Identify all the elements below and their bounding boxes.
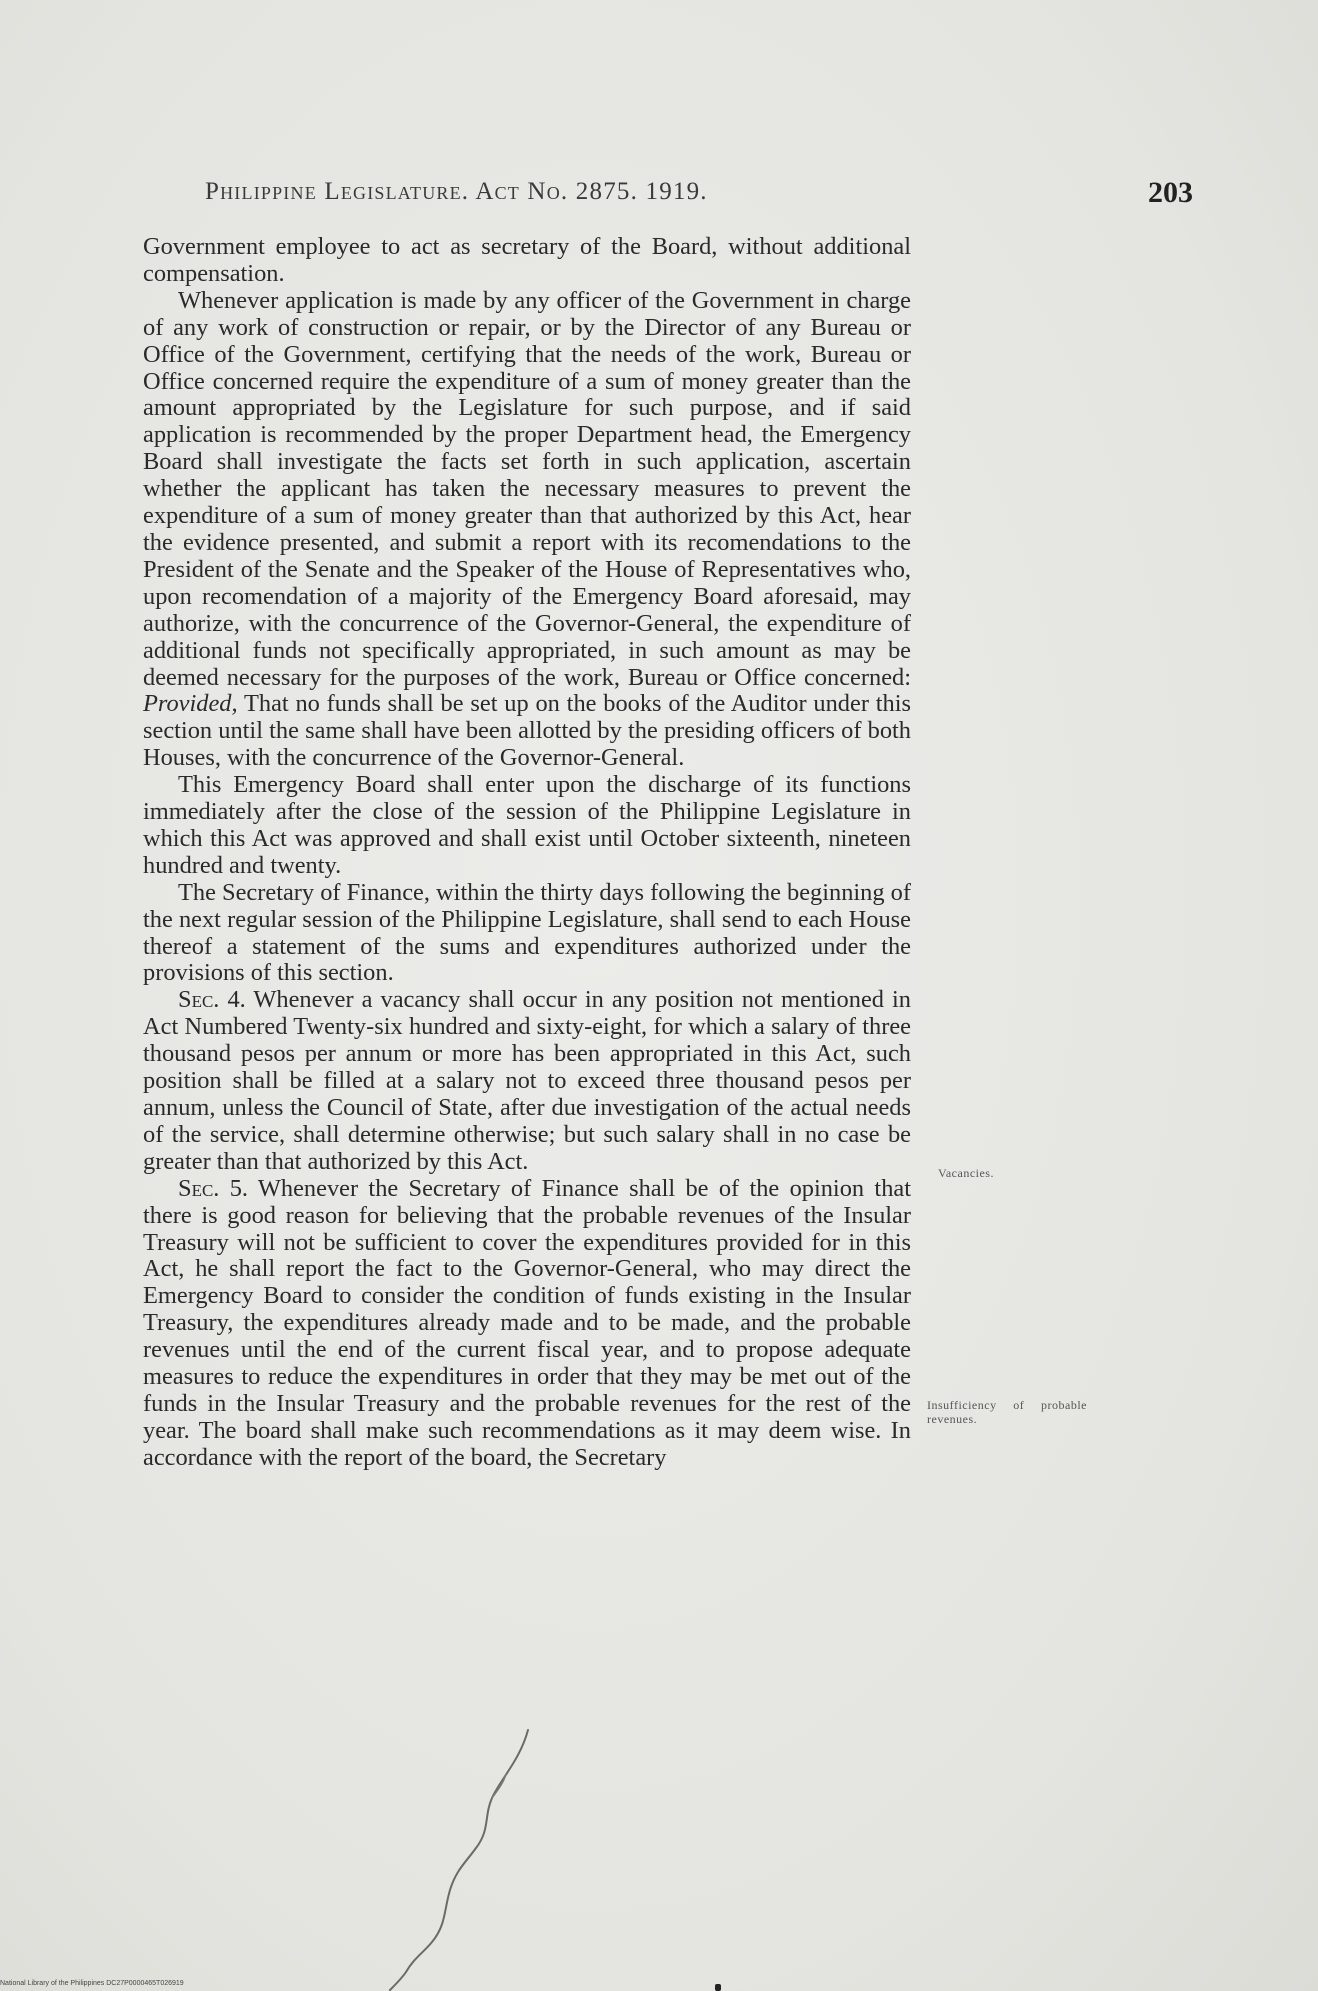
section-4-label: Sec. 4. — [178, 986, 246, 1014]
margin-note-insufficiency: Insufficiency of probable revenues. — [927, 1398, 1087, 1426]
section-5-text: Whenever the Secretary of Finance shall be of the opinion that there is good reason for believing that the probable revenues of the Insular Treasury will not be sufficient to cover the expenditures provided for in this Act, he shall report the fact to the Governor-General, who may direct the Emergency Board to consider the condition of funds existing in the Insular Treasury, the expenditures already made and to be made, and the probable revenues until the end of the current fiscal year, and to propose adequate measures to reduce the expenditures in order that they may be met out of the funds in the Insular Treasury and the probable revenues for the rest of the year. The board shall make such recommendations as it may deem wise. In accordance with the report of the board, the Secretary — [143, 1174, 911, 1471]
paragraph-2-proviso: That no funds shall be set up on the books of the Auditor under this section until the same shall have been allotted by the presiding officers of both Houses, with the concurrence of the Governor-General. — [143, 690, 911, 772]
paragraph-4: The Secretary of Finance, within the thirty days following the beginning of the next regular session of the Philippine Legislature, shall send to each House thereof a statement of the sums and expenditures authorized under the provisions of this section. — [143, 878, 911, 987]
library-footer: National Library of the Philippines DC27P0000465T026919 — [0, 1980, 184, 1987]
margin-note-vacancies: Vacancies. — [938, 1166, 994, 1180]
section-5-label: Sec. 5. — [178, 1174, 248, 1202]
body-text — [143, 234, 911, 1472]
paragraph-1: Government employee to act as secretary of the Board, without additional compensation. — [143, 233, 911, 287]
running-head: Philippine Legislature. Act No. 2875. 1919. — [205, 178, 708, 205]
section-4-text: Whenever a vacancy shall occur in any position not mentioned in Act Numbered Twenty-six hundred and sixty-eight, for which a salary of three thousand pesos per annum or more has been appropriated in this Act, such position shall be filled at a salary not to exceed three thousand pesos per annum, unless the Council of State, after due investigation of the actual needs of the service, shall determine otherwise; but such salary shall in no case be greater than that authorized by this Act. — [143, 986, 911, 1175]
paragraph-2-text: Whenever application is made by any officer of the Government in charge of any work of construction or repair, or by the Director of any Bureau or Office of the Government, certifying that the needs of the work, Bureau or Office concerned require the expenditure of a sum of money greater than the amount appropriated by the Legislature for such purpose, and if said application is recommended by the proper Department head, the Emergency Board shall investigate the facts set forth in such application, ascertain whether the applicant has taken the necessary measures to prevent the expenditure of a sum of money greater than that authorized by this Act, hear the evidence presented, and submit a report with its recomendations to the President of the Senate and the Speaker of the House of Representatives who, upon recomendation of a majority of the Emergency Board aforesaid, may authorize, with the concurrence of the Governor-General, the expenditure of additional funds not specifically appropriated, in such amount as may be deemed necessary for the purposes of the work, Bureau or Office concerned: — [143, 286, 911, 691]
provided-italic: Provided, — [143, 690, 238, 718]
edge-mark — [715, 1984, 721, 1991]
page-number: 203 — [1148, 176, 1193, 209]
paragraph-3: This Emergency Board shall enter upon the discharge of its functions immediately after the close of the session of the Philippine Legislature in which this Act was approved and shall exist until October sixteenth, nineteen hundred and twenty. — [143, 771, 911, 879]
section-4-paragraph — [143, 987, 911, 1175]
paper-tear-mark — [380, 1720, 540, 1991]
section-5-paragraph — [143, 1176, 911, 1472]
paragraph-2 — [143, 288, 911, 772]
